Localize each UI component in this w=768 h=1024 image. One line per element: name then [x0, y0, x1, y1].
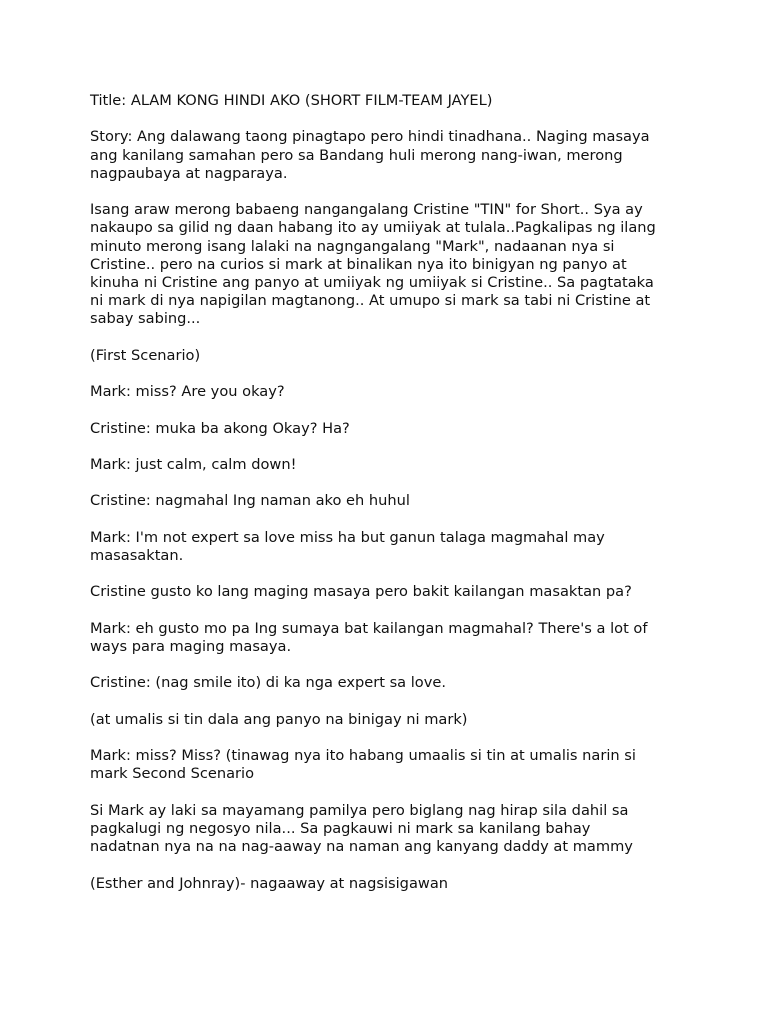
- stage-direction: (at umalis si tin dala ang panyo na binigay ni mark): [90, 710, 468, 728]
- dialogue-line: Cristine: (nag smile ito) di ka nga expert sa love.: [90, 674, 446, 692]
- dialogue-line: Mark: I'm not expert sa love miss ha but ganun talaga magmahal may masasaktan.: [90, 528, 605, 564]
- narrative-paragraph: Si Mark ay laki sa mayamang pamilya pero biglang nag hirap sila dahil sa pagkalugi ng negosyo nila... Sa pagkauwi ni mark sa kanilang bahay nadatnan nya na na nag-aaway na naman ang kanyang daddy at mammy: [90, 801, 633, 856]
- title-line: Title: ALAM KONG HINDI AKO (SHORT FILM-TEAM JAYEL): [90, 92, 493, 109]
- dialogue-line: Mark: just calm, calm down!: [90, 455, 297, 473]
- stage-direction: (Esther and Johnray)- nagaaway at nagsisigawan: [90, 874, 449, 892]
- dialogue-line: Mark: eh gusto mo pa Ing sumaya bat kailangan magmahal? There's a lot of ways para maging masaya.: [90, 619, 648, 655]
- dialogue-line: Cristine: muka ba akong Okay? Ha?: [90, 419, 350, 437]
- document-body: [90, 92, 690, 911]
- dialogue-line: Cristine gusto ko lang maging masaya pero bakit kailangan masaktan pa?: [90, 583, 632, 601]
- intro-paragraph: Isang araw merong babaeng nangangalang Cristine "TIN" for Short.. Sya ay nakaupo sa gilid ng daan habang ito ay umiiyak at tulala..Pagkalipas ng ilang minuto merong isang lalaki na nagngangalang "Mark", nadaanan nya si Cristine.. pero na curios si mark at binalikan nya ito binigyan ng panyo at kinuha ni Cristine ang panyo at umiiyak ng umiiyak si Cristine.. Sa pagtataka ni mark di nya napigilan magtanong.. At umupo si mark sa tabi ni Cristine at sabay sabing...: [90, 201, 656, 328]
- story-paragraph: Story: Ang dalawang taong pinagtapo pero hindi tinadhana.. Naging masaya ang kanilang samahan pero sa Bandang huli merong nang-iwan, merong nagpaubaya at nagparaya.: [90, 128, 650, 182]
- scene-heading: (First Scenario): [90, 346, 201, 364]
- dialogue-line: Cristine: nagmahal Ing naman ako eh huhul: [90, 492, 410, 510]
- dialogue-line: Mark: miss? Are you okay?: [90, 383, 285, 401]
- dialogue-line: Mark: miss? Miss? (tinawag nya ito habang umaalis si tin at umalis narin si mark Second Scenario: [90, 747, 636, 783]
